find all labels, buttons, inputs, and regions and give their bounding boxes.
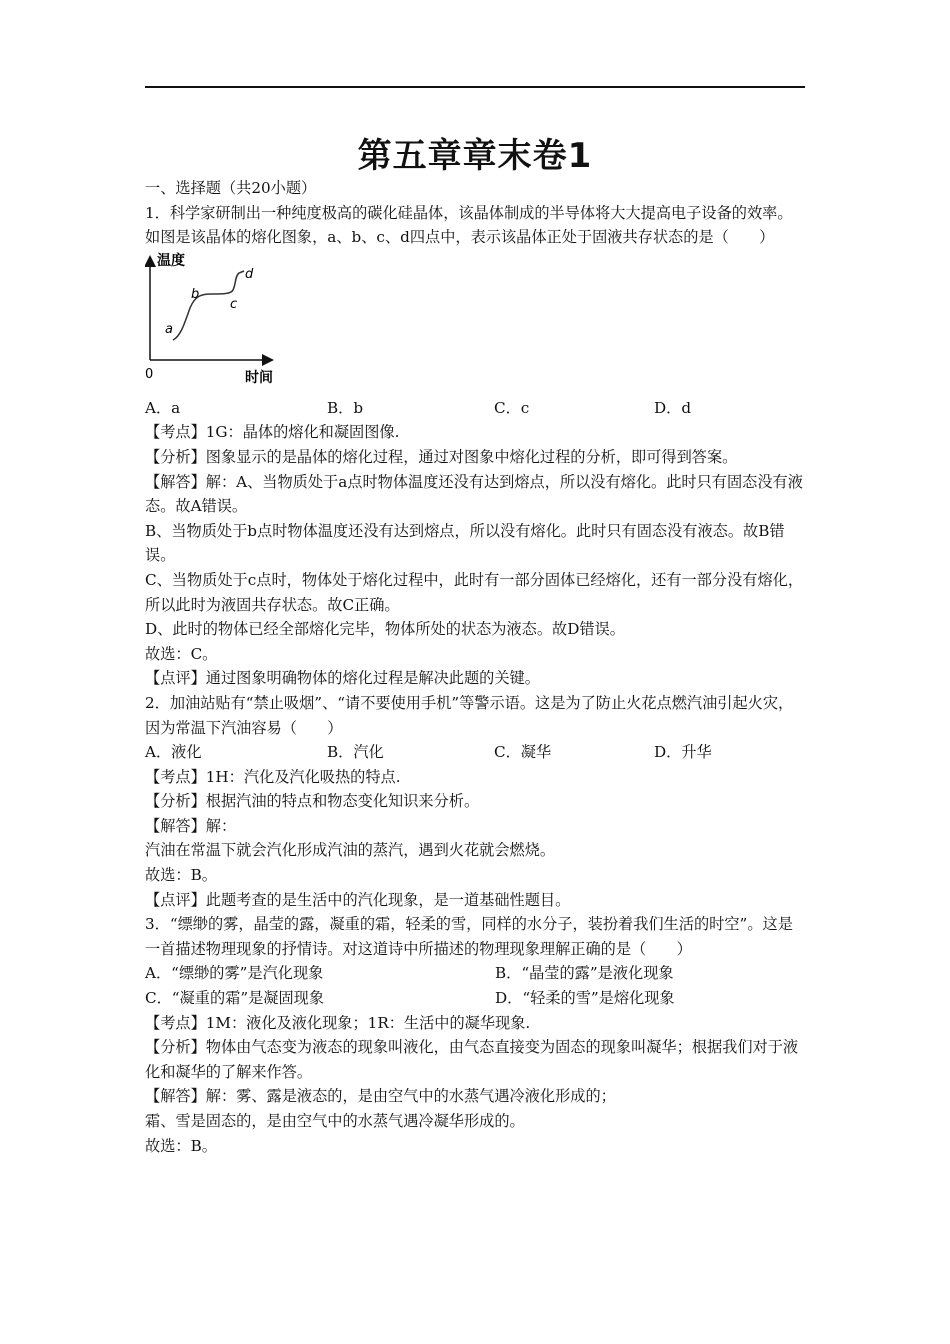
option-c: C．c: [494, 398, 530, 417]
question-2-answer-line: 汽油在常温下就会汽化形成汽油的蒸汽，遇到火花就会燃烧。: [145, 841, 556, 860]
option-d: D．d: [654, 398, 692, 417]
question-1-answer-line: B、当物质处于b点时物体温度还没有达到熔点，所以没有熔化。此时只有固态没有液态。故B错误。: [145, 521, 785, 565]
question-3-kaodian: 【考点】1M：液化及液化现象；1R：生活中的凝华现象.: [145, 1013, 531, 1032]
option-b: B．汽化: [327, 743, 384, 762]
question-2-answer-line: 故选：B。: [145, 866, 217, 885]
page-title: 第五章章末卷1: [357, 136, 593, 176]
header-rule: [145, 86, 805, 88]
question-2-answer-line: 【解答】解：: [145, 816, 237, 835]
option-d: D．“轻柔的雪”是熔化现象: [495, 989, 675, 1008]
point-a-label: a: [165, 321, 173, 337]
question-2-options: [145, 740, 807, 765]
question-3-stem: 3．“缥缈的雾，晶莹的露，凝重的霜，轻柔的雪，同样的水分子，装扮着我们生活的时空”。这是一首描述物理现象的抒情诗。对这道诗中所描述的物理现象理解正确的是（ ）: [145, 915, 793, 958]
question-1-answer-line: 故选：C。: [145, 644, 218, 663]
option-b: B．b: [327, 398, 364, 417]
question-3-answer-line: 霜、雪是固态的，是由空气中的水蒸气遇冷凝华形成的。: [145, 1112, 525, 1130]
option-c: C．“凝重的霜”是凝固现象: [145, 989, 325, 1008]
option-c: C．凝华: [494, 743, 552, 762]
question-3-answer-line: 故选：B。: [145, 1136, 217, 1155]
point-b-label: b: [191, 286, 200, 302]
question-2-dianping: 【点评】此题考查的是生活中的汽化现象，是一道基础性题目。: [145, 890, 571, 909]
option-a: A．“缥缈的雾”是汽化现象: [145, 964, 324, 983]
option-a: A．液化: [145, 743, 202, 762]
option-b: B．“晶莹的露”是液化现象: [495, 964, 674, 983]
option-a: A．a: [145, 398, 181, 417]
question-3-fenxi: 【分析】物体由气态变为液态的现象叫液化，由气态直接变为固态的现象叫凝华；根据我们对于液化和凝华的了解来作答。: [145, 1038, 799, 1081]
question-1-answer-line: D、此时的物体已经全部熔化完毕，物体所处的状态为液态。故D错误。: [145, 620, 625, 639]
question-3-options-row-1: [145, 961, 807, 986]
question-1-kaodian: 【考点】1G：晶体的熔化和凝固图像.: [145, 423, 400, 442]
question-1-options: [145, 396, 807, 421]
question-1-answer-line: C、当物质处于c点时，物体处于熔化过程中，此时有一部分固体已经熔化，还有一部分没有熔化，所以此时为液固共存状态。故C正确。: [145, 570, 804, 614]
melting-graph: [145, 252, 285, 390]
question-1-answer-line: 【解答】解：A、当物质处于a点时物体温度还没有达到熔点，所以没有熔化。此时只有固态没有液态。故A错误。: [145, 472, 803, 516]
x-axis-label: 时间: [245, 369, 273, 386]
question-2-fenxi: 【分析】根据汽油的特点和物态变化知识来分析。: [145, 792, 480, 811]
question-1-dianping: 【点评】通过图象明确物体的熔化过程是解决此题的关键。: [145, 669, 540, 688]
question-2-stem: 2．加油站贴有“禁止吸烟”、“请不要使用手机”等警示语。这是为了防止火花点燃汽油引起火灾，因为常温下汽油容易（ ）: [145, 693, 794, 737]
question-3-answer-line: 【解答】解：雾、露是液态的，是由空气中的水蒸气遇冷液化形成的；: [145, 1087, 616, 1106]
point-d-label: d: [245, 266, 254, 282]
question-1-stem: 1．科学家研制出一种纯度极高的碳化硅晶体，该晶体制成的半导体将大大提高电子设备的效率。如图是该晶体的熔化图象，a、b、c、d四点中，表示该晶体正处于固液共存状态的是（ ）: [145, 203, 793, 247]
origin-label: 0: [145, 366, 154, 382]
option-d: D．升华: [654, 743, 712, 762]
section-heading: 一、选择题（共20小题）: [145, 179, 317, 197]
document-body: [145, 176, 807, 1158]
question-1-fenxi: 【分析】图象显示的是晶体的熔化过程，通过对图象中熔化过程的分析，即可得到答案。: [145, 447, 738, 466]
point-c-label: c: [230, 296, 238, 312]
question-2-kaodian: 【考点】1H：汽化及汽化吸热的特点.: [145, 767, 401, 786]
question-3-options-row-2: [145, 986, 807, 1011]
y-axis-label: 温度: [157, 252, 185, 269]
